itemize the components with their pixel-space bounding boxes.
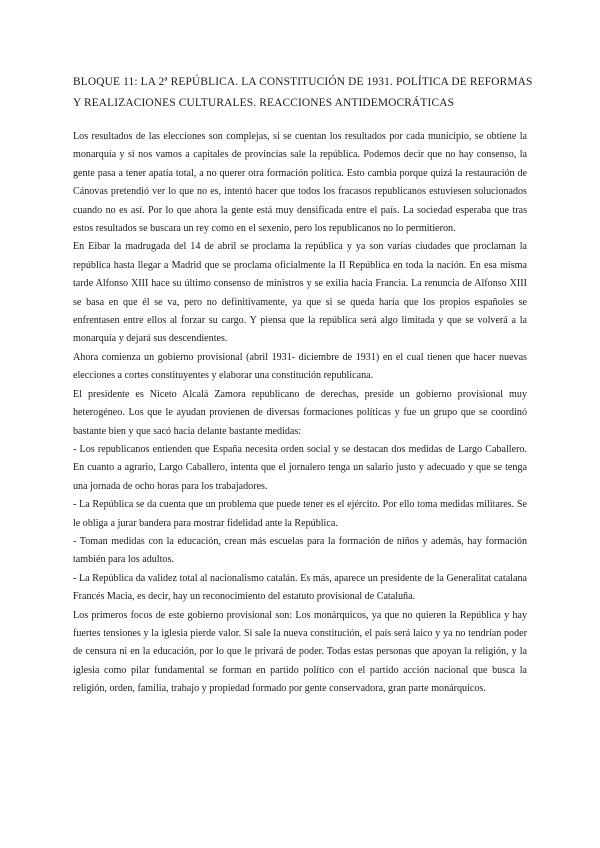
paragraph: Los primeros focos de este gobierno provisional son: Los monárquicos, ya que no quieren la República y hay fuertes tensiones y la iglesia pierde valor. Si sale la nueva constitución, el país será laico y ya no tendrían poder de censura ni en la educación, por lo que le privará de poder. Todas estas personas que apoyan la religión, y la iglesia como pilar fundamental se forman en partido político con el partido acción nacional que busca la religión, orden, familia, trabajo y propiedad formado por gente conservadora, gran parte monárquicos. (73, 609, 527, 695)
paragraph: El presidente es Niceto Alcalá Zamora republicano de derechas, preside un gobierno provisional muy heterogéneo. Los que le ayudan provienen de diversas formaciones políticas y fue un grupo que se coordinó bastante bien y que sacó hacia delante bastante medidas: (73, 388, 527, 437)
list-item: - La República da validez total al nacionalismo catalán. Es más, aparece un presidente de la Generalitat catalana Francés Macia, es decir, hay un reconocimiento del estatuto provisional de Cataluña. (73, 572, 527, 603)
list-item: - Toman medidas con la educación, crean más escuelas para la formación de niños y además, hay formación también para los adultos. (73, 535, 527, 566)
list-item: - La República se da cuenta que un problema que puede tener es el ejército. Por ello toma medidas militares. Se le obliga a jurar bandera para mostrar fidelidad ante la República. (73, 499, 527, 529)
paragraph: Los resultados de las elecciones son complejas, si se cuentan los resultados por cada municipio, se obtiene la monarquía y si nos vamos a capitales de provincias sale la república. Podemos decir que no hay consenso, la gente pasa a tener apatía total, a no querer otra formación política. Esto cambia porque quizá la restauración de Cánovas pretendió ver lo que no es, intentó hacer que todos los fracasos republicanos estuviesen solucionados cuando no es así. Por lo que ahora la gente está muy densificada entre el país. La sociedad esperaba que tras estos resultados se buscara un rey como en el sexenio, pero los republicanos no lo permitieron. (73, 131, 527, 235)
page-title: BLOQUE 11: LA 2ª REPÚBLICA. LA CONSTITUCIÓN DE 1931. POLÍTICA DE REFORMAS Y REALIZACIONES CULTURALES. REACCIONES ANTIDEMOCRÁTICAS (73, 76, 533, 109)
paragraph: En Eibar la madrugada del 14 de abril se proclama la república y ya son varias ciudades que proclaman la república hasta llegar a Madrid que se proclama oficialmente la II República en toda la nación. En esa misma tarde Alfonso XIII hace su último consenso de ministros y se exilia hacia Francia. La renuncia de Alfonso XIII se basa en que él se va, pero no definitivamente, ya que si se queda haría que los propios españoles se enfrentasen entre ellos al forzar su cargo. Y piensa que la república será algo limitada y que se volverá a la monarquía y dejará sus descendientes. (73, 241, 527, 345)
document-body (73, 128, 527, 699)
paragraph: Ahora comienza un gobierno provisional (abril 1931- diciembre de 1931) en el cual tienen que hacer nuevas elecciones a cortes constituyentes y elaborar una constitución republicana. (73, 351, 527, 382)
list-item: - Los republicanos entienden que España necesita orden social y se destacan dos medidas de Largo Caballero. En cuanto a agrario, Largo Caballero, intenta que el jornalero tenga un salario justo y adecuado y que se tenga una jornada de ocho horas para los trabajadores. (73, 443, 527, 492)
